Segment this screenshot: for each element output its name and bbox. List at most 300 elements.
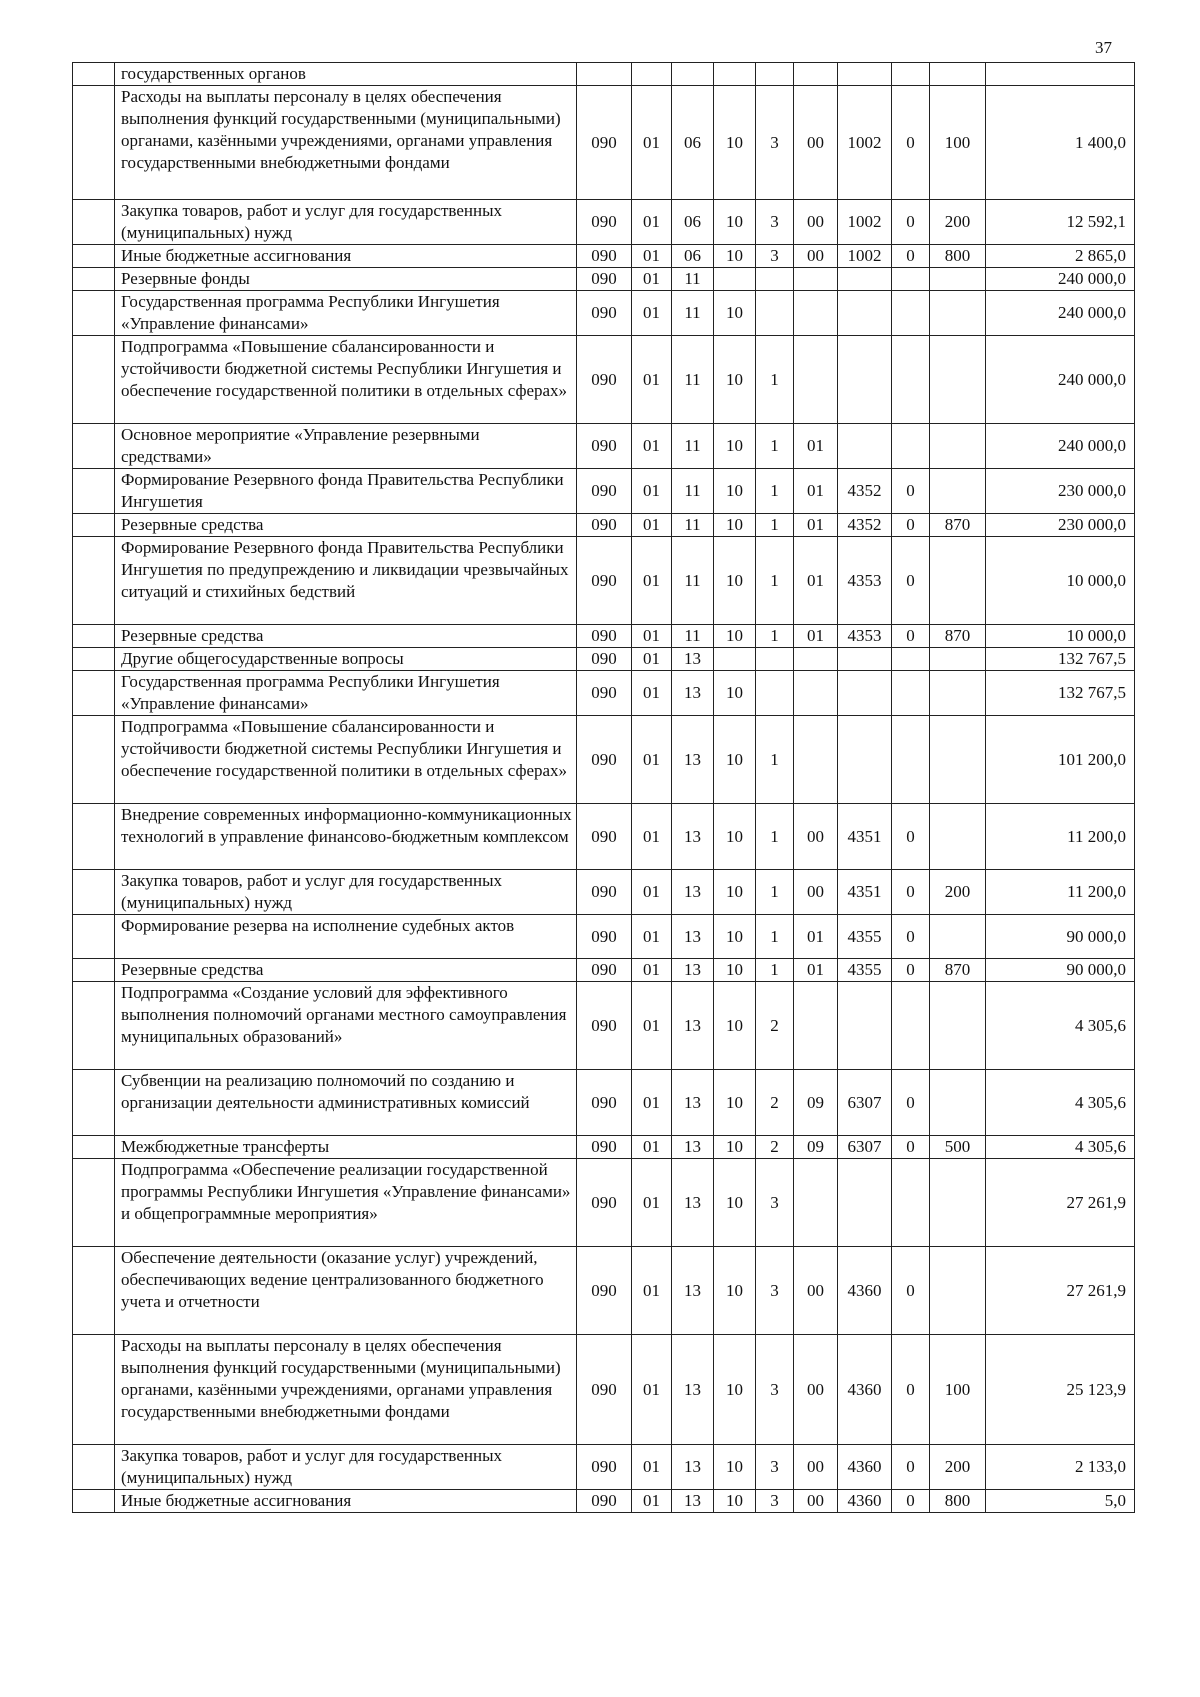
code-cell-c5: 1: [756, 716, 794, 804]
row-number-cell: [73, 870, 115, 915]
row-number-cell: [73, 804, 115, 870]
code-cell-c5: [756, 671, 794, 716]
item-name-cell: государственных органов: [115, 63, 577, 86]
code-cell-c6: 00: [794, 245, 838, 268]
amount-cell: 2 865,0: [986, 245, 1135, 268]
code-cell-c6: [794, 982, 838, 1070]
item-name-cell: Формирование резерва на исполнение судебных актов: [115, 915, 577, 959]
item-name-cell: Государственная программа Республики Ингушетия «Управление финансами»: [115, 671, 577, 716]
item-name-cell: Расходы на выплаты персоналу в целях обеспечения выполнения функций государственными (муниципальными) органами, казёнными учреждениями, органами управления государственными внебюджетными фондами: [115, 1335, 577, 1445]
code-cell-c7: 4353: [838, 537, 892, 625]
amount-cell: 101 200,0: [986, 716, 1135, 804]
item-name-cell: Резервные фонды: [115, 268, 577, 291]
code-cell-c4: 10: [714, 915, 756, 959]
table-row: [73, 1335, 1135, 1445]
code-cell-c9: 200: [930, 870, 986, 915]
code-cell-c3: 13: [672, 1247, 714, 1335]
code-cell-c7: 1002: [838, 86, 892, 200]
code-cell-c7: 4351: [838, 870, 892, 915]
item-name-cell: Резервные средства: [115, 959, 577, 982]
item-name-cell: Межбюджетные трансферты: [115, 1136, 577, 1159]
row-number-cell: [73, 63, 115, 86]
code-cell-c5: 1: [756, 514, 794, 537]
item-name-cell: Иные бюджетные ассигнования: [115, 1490, 577, 1513]
code-cell-c5: 1: [756, 537, 794, 625]
code-cell-c3: 13: [672, 1490, 714, 1513]
table-row: [73, 959, 1135, 982]
code-cell-c5: 3: [756, 1159, 794, 1247]
row-number-cell: [73, 1335, 115, 1445]
row-number-cell: [73, 336, 115, 424]
code-cell-c5: 1: [756, 804, 794, 870]
code-cell-c8: [892, 268, 930, 291]
code-cell-c4: 10: [714, 870, 756, 915]
code-cell-c8: 0: [892, 1445, 930, 1490]
code-cell-c4: 10: [714, 1136, 756, 1159]
code-cell-c8: 0: [892, 86, 930, 200]
table-row: [73, 716, 1135, 804]
code-cell-c3: 13: [672, 671, 714, 716]
code-cell-c9: 800: [930, 245, 986, 268]
row-number-cell: [73, 86, 115, 200]
code-cell-c1: [577, 63, 632, 86]
code-cell-c3: 13: [672, 1445, 714, 1490]
code-cell-c9: [930, 268, 986, 291]
code-cell-c4: [714, 648, 756, 671]
code-cell-c6: 00: [794, 1335, 838, 1445]
code-cell-c4: 10: [714, 86, 756, 200]
code-cell-c3: [672, 63, 714, 86]
item-name-cell: Подпрограмма «Обеспечение реализации государственной программы Республики Ингушетия «Управление финансами» и общепрограммные мероприятия»: [115, 1159, 577, 1247]
table-row: [73, 514, 1135, 537]
row-number-cell: [73, 1247, 115, 1335]
code-cell-c1: 090: [577, 804, 632, 870]
amount-cell: 25 123,9: [986, 1335, 1135, 1445]
code-cell-c8: [892, 336, 930, 424]
code-cell-c5: 1: [756, 336, 794, 424]
code-cell-c1: 090: [577, 671, 632, 716]
code-cell-c2: 01: [632, 424, 672, 469]
code-cell-c7: 6307: [838, 1070, 892, 1136]
item-name-cell: Резервные средства: [115, 514, 577, 537]
item-name-cell: Закупка товаров, работ и услуг для государственных (муниципальных) нужд: [115, 200, 577, 245]
code-cell-c2: 01: [632, 245, 672, 268]
code-cell-c3: 06: [672, 245, 714, 268]
code-cell-c6: [794, 716, 838, 804]
amount-cell: 240 000,0: [986, 424, 1135, 469]
code-cell-c3: 11: [672, 469, 714, 514]
code-cell-c8: [892, 648, 930, 671]
code-cell-c6: 00: [794, 1490, 838, 1513]
amount-cell: 230 000,0: [986, 469, 1135, 514]
code-cell-c3: 11: [672, 537, 714, 625]
code-cell-c1: 090: [577, 870, 632, 915]
code-cell-c7: 1002: [838, 200, 892, 245]
code-cell-c4: 10: [714, 291, 756, 336]
code-cell-c4: 10: [714, 625, 756, 648]
code-cell-c3: 13: [672, 1159, 714, 1247]
table-row: [73, 268, 1135, 291]
code-cell-c5: [756, 63, 794, 86]
code-cell-c9: [930, 336, 986, 424]
code-cell-c9: [930, 648, 986, 671]
code-cell-c4: 10: [714, 1159, 756, 1247]
code-cell-c1: 090: [577, 716, 632, 804]
code-cell-c1: 090: [577, 469, 632, 514]
amount-cell: 5,0: [986, 1490, 1135, 1513]
code-cell-c8: 0: [892, 915, 930, 959]
code-cell-c5: 1: [756, 915, 794, 959]
code-cell-c1: 090: [577, 537, 632, 625]
amount-cell: 11 200,0: [986, 870, 1135, 915]
code-cell-c4: 10: [714, 514, 756, 537]
table-row: [73, 291, 1135, 336]
code-cell-c6: 00: [794, 804, 838, 870]
code-cell-c9: [930, 63, 986, 86]
code-cell-c7: [838, 648, 892, 671]
code-cell-c9: [930, 1070, 986, 1136]
code-cell-c3: 06: [672, 86, 714, 200]
code-cell-c4: [714, 268, 756, 291]
code-cell-c2: 01: [632, 1490, 672, 1513]
code-cell-c6: 00: [794, 200, 838, 245]
table-row: [73, 1136, 1135, 1159]
table-row: [73, 1445, 1135, 1490]
code-cell-c7: [838, 291, 892, 336]
code-cell-c7: 4352: [838, 469, 892, 514]
code-cell-c4: 10: [714, 982, 756, 1070]
code-cell-c9: [930, 716, 986, 804]
code-cell-c1: 090: [577, 336, 632, 424]
item-name-cell: Формирование Резервного фонда Правительства Республики Ингушетия: [115, 469, 577, 514]
amount-cell: 10 000,0: [986, 537, 1135, 625]
row-number-cell: [73, 716, 115, 804]
table-row: [73, 1070, 1135, 1136]
code-cell-c7: [838, 63, 892, 86]
code-cell-c8: 0: [892, 870, 930, 915]
code-cell-c6: [794, 291, 838, 336]
code-cell-c5: 1: [756, 625, 794, 648]
code-cell-c3: 13: [672, 716, 714, 804]
code-cell-c8: [892, 63, 930, 86]
code-cell-c5: [756, 648, 794, 671]
code-cell-c6: 01: [794, 625, 838, 648]
code-cell-c1: 090: [577, 86, 632, 200]
code-cell-c2: 01: [632, 1070, 672, 1136]
code-cell-c1: 090: [577, 200, 632, 245]
code-cell-c3: 11: [672, 625, 714, 648]
code-cell-c2: 01: [632, 86, 672, 200]
code-cell-c6: [794, 336, 838, 424]
table-row: [73, 915, 1135, 959]
code-cell-c4: 10: [714, 537, 756, 625]
code-cell-c8: 0: [892, 625, 930, 648]
code-cell-c2: 01: [632, 1159, 672, 1247]
code-cell-c5: 1: [756, 870, 794, 915]
row-number-cell: [73, 469, 115, 514]
table-row: [73, 648, 1135, 671]
code-cell-c6: 01: [794, 915, 838, 959]
page-number: 37: [1095, 38, 1112, 57]
code-cell-c9: [930, 424, 986, 469]
code-cell-c2: 01: [632, 915, 672, 959]
table-row: [73, 63, 1135, 86]
code-cell-c7: 4360: [838, 1335, 892, 1445]
code-cell-c1: 090: [577, 424, 632, 469]
row-number-cell: [73, 1070, 115, 1136]
code-cell-c1: 090: [577, 648, 632, 671]
code-cell-c4: 10: [714, 959, 756, 982]
code-cell-c2: 01: [632, 336, 672, 424]
code-cell-c9: 870: [930, 959, 986, 982]
table-row: [73, 625, 1135, 648]
code-cell-c1: 090: [577, 625, 632, 648]
code-cell-c4: 10: [714, 245, 756, 268]
code-cell-c8: 0: [892, 1070, 930, 1136]
code-cell-c6: 09: [794, 1070, 838, 1136]
amount-cell: 4 305,6: [986, 1136, 1135, 1159]
code-cell-c2: 01: [632, 671, 672, 716]
table-row: [73, 1490, 1135, 1513]
code-cell-c5: 3: [756, 1490, 794, 1513]
code-cell-c2: 01: [632, 291, 672, 336]
code-cell-c2: 01: [632, 1136, 672, 1159]
row-number-cell: [73, 200, 115, 245]
code-cell-c7: [838, 1159, 892, 1247]
code-cell-c6: [794, 648, 838, 671]
amount-cell: 27 261,9: [986, 1247, 1135, 1335]
code-cell-c5: 3: [756, 86, 794, 200]
amount-cell: 240 000,0: [986, 268, 1135, 291]
code-cell-c3: 13: [672, 648, 714, 671]
code-cell-c2: 01: [632, 716, 672, 804]
amount-cell: 240 000,0: [986, 336, 1135, 424]
code-cell-c3: 13: [672, 870, 714, 915]
row-number-cell: [73, 1136, 115, 1159]
item-name-cell: Формирование Резервного фонда Правительства Республики Ингушетия по предупреждению и ликвидации чрезвычайных ситуаций и стихийных бедствий: [115, 537, 577, 625]
code-cell-c6: 00: [794, 86, 838, 200]
table-row: [73, 424, 1135, 469]
code-cell-c5: [756, 268, 794, 291]
code-cell-c2: 01: [632, 870, 672, 915]
row-number-cell: [73, 982, 115, 1070]
code-cell-c9: 200: [930, 200, 986, 245]
code-cell-c9: [930, 804, 986, 870]
code-cell-c9: 870: [930, 625, 986, 648]
code-cell-c3: 11: [672, 514, 714, 537]
code-cell-c9: [930, 469, 986, 514]
code-cell-c4: 10: [714, 804, 756, 870]
code-cell-c9: [930, 1159, 986, 1247]
row-number-cell: [73, 625, 115, 648]
row-number-cell: [73, 537, 115, 625]
code-cell-c5: 2: [756, 1070, 794, 1136]
code-cell-c9: [930, 671, 986, 716]
code-cell-c7: 4355: [838, 959, 892, 982]
code-cell-c4: 10: [714, 1335, 756, 1445]
code-cell-c9: 100: [930, 1335, 986, 1445]
code-cell-c5: 3: [756, 200, 794, 245]
code-cell-c1: 090: [577, 1070, 632, 1136]
row-number-cell: [73, 268, 115, 291]
code-cell-c6: 01: [794, 424, 838, 469]
item-name-cell: Подпрограмма «Повышение сбалансированности и устойчивости бюджетной системы Республики Ингушетия и обеспечение государственной политики в отдельных сферах»: [115, 716, 577, 804]
amount-cell: 2 133,0: [986, 1445, 1135, 1490]
item-name-cell: Подпрограмма «Создание условий для эффективного выполнения полномочий органами местного самоуправления муниципальных образований»: [115, 982, 577, 1070]
code-cell-c6: 01: [794, 537, 838, 625]
code-cell-c7: 4360: [838, 1247, 892, 1335]
item-name-cell: Расходы на выплаты персоналу в целях обеспечения выполнения функций государственными (муниципальными) органами, казёнными учреждениями, органами управления государственными внебюджетными фондами: [115, 86, 577, 200]
code-cell-c2: 01: [632, 625, 672, 648]
code-cell-c2: 01: [632, 514, 672, 537]
code-cell-c7: 4352: [838, 514, 892, 537]
table-body: [73, 63, 1135, 1513]
code-cell-c7: 4360: [838, 1490, 892, 1513]
table-row: [73, 1247, 1135, 1335]
code-cell-c2: [632, 63, 672, 86]
code-cell-c2: 01: [632, 982, 672, 1070]
code-cell-c1: 090: [577, 245, 632, 268]
code-cell-c7: 4353: [838, 625, 892, 648]
code-cell-c1: 090: [577, 982, 632, 1070]
code-cell-c4: 10: [714, 1070, 756, 1136]
code-cell-c8: 0: [892, 1490, 930, 1513]
amount-cell: 90 000,0: [986, 915, 1135, 959]
code-cell-c5: 2: [756, 982, 794, 1070]
row-number-cell: [73, 291, 115, 336]
code-cell-c2: 01: [632, 200, 672, 245]
code-cell-c5: 3: [756, 1445, 794, 1490]
code-cell-c9: 100: [930, 86, 986, 200]
code-cell-c6: 01: [794, 959, 838, 982]
row-number-cell: [73, 245, 115, 268]
code-cell-c6: [794, 1159, 838, 1247]
code-cell-c9: 800: [930, 1490, 986, 1513]
table-row: [73, 336, 1135, 424]
code-cell-c4: 10: [714, 469, 756, 514]
code-cell-c6: [794, 268, 838, 291]
code-cell-c7: [838, 982, 892, 1070]
table-row: [73, 86, 1135, 200]
code-cell-c8: 0: [892, 804, 930, 870]
item-name-cell: Другие общегосударственные вопросы: [115, 648, 577, 671]
code-cell-c2: 01: [632, 1247, 672, 1335]
code-cell-c4: 10: [714, 1247, 756, 1335]
code-cell-c4: [714, 63, 756, 86]
code-cell-c7: [838, 336, 892, 424]
code-cell-c6: [794, 63, 838, 86]
code-cell-c8: 0: [892, 514, 930, 537]
code-cell-c9: [930, 291, 986, 336]
row-number-cell: [73, 514, 115, 537]
amount-cell: 230 000,0: [986, 514, 1135, 537]
code-cell-c4: 10: [714, 200, 756, 245]
row-number-cell: [73, 648, 115, 671]
amount-cell: 10 000,0: [986, 625, 1135, 648]
code-cell-c2: 01: [632, 1335, 672, 1445]
code-cell-c3: 11: [672, 336, 714, 424]
amount-cell: 132 767,5: [986, 648, 1135, 671]
code-cell-c2: 01: [632, 469, 672, 514]
code-cell-c9: [930, 915, 986, 959]
code-cell-c6: 00: [794, 1445, 838, 1490]
code-cell-c4: 10: [714, 1445, 756, 1490]
code-cell-c1: 090: [577, 1247, 632, 1335]
code-cell-c3: 13: [672, 1136, 714, 1159]
code-cell-c6: 09: [794, 1136, 838, 1159]
table-row: [73, 982, 1135, 1070]
code-cell-c5: 3: [756, 245, 794, 268]
code-cell-c2: 01: [632, 537, 672, 625]
item-name-cell: Основное мероприятие «Управление резервными средствами»: [115, 424, 577, 469]
code-cell-c1: 090: [577, 268, 632, 291]
code-cell-c9: 200: [930, 1445, 986, 1490]
code-cell-c4: 10: [714, 424, 756, 469]
code-cell-c9: 870: [930, 514, 986, 537]
code-cell-c3: 13: [672, 1070, 714, 1136]
code-cell-c8: [892, 291, 930, 336]
code-cell-c4: 10: [714, 671, 756, 716]
amount-cell: 12 592,1: [986, 200, 1135, 245]
code-cell-c8: [892, 424, 930, 469]
code-cell-c2: 01: [632, 648, 672, 671]
code-cell-c7: 1002: [838, 245, 892, 268]
code-cell-c1: 090: [577, 915, 632, 959]
code-cell-c8: 0: [892, 1136, 930, 1159]
amount-cell: 1 400,0: [986, 86, 1135, 200]
item-name-cell: Подпрограмма «Повышение сбалансированности и устойчивости бюджетной системы Республики Ингушетия и обеспечение государственной политики в отдельных сферах»: [115, 336, 577, 424]
code-cell-c7: 4355: [838, 915, 892, 959]
code-cell-c8: [892, 1159, 930, 1247]
row-number-cell: [73, 959, 115, 982]
code-cell-c3: 13: [672, 804, 714, 870]
code-cell-c3: 06: [672, 200, 714, 245]
code-cell-c3: 13: [672, 959, 714, 982]
code-cell-c7: [838, 671, 892, 716]
code-cell-c8: 0: [892, 469, 930, 514]
code-cell-c5: [756, 291, 794, 336]
amount-cell: 11 200,0: [986, 804, 1135, 870]
row-number-cell: [73, 1159, 115, 1247]
code-cell-c1: 090: [577, 1159, 632, 1247]
budget-table: [72, 62, 1135, 1513]
code-cell-c5: 2: [756, 1136, 794, 1159]
item-name-cell: Обеспечение деятельности (оказание услуг) учреждений, обеспечивающих ведение централизованного бюджетного учета и отчетности: [115, 1247, 577, 1335]
code-cell-c5: 1: [756, 424, 794, 469]
code-cell-c1: 090: [577, 1136, 632, 1159]
code-cell-c3: 11: [672, 268, 714, 291]
code-cell-c1: 090: [577, 514, 632, 537]
code-cell-c3: 13: [672, 915, 714, 959]
row-number-cell: [73, 1490, 115, 1513]
item-name-cell: Резервные средства: [115, 625, 577, 648]
code-cell-c7: 4360: [838, 1445, 892, 1490]
code-cell-c7: [838, 716, 892, 804]
code-cell-c8: 0: [892, 1247, 930, 1335]
code-cell-c6: 01: [794, 514, 838, 537]
item-name-cell: Субвенции на реализацию полномочий по созданию и организации деятельности административных комиссий: [115, 1070, 577, 1136]
code-cell-c7: [838, 268, 892, 291]
code-cell-c9: [930, 982, 986, 1070]
code-cell-c8: [892, 982, 930, 1070]
table-row: [73, 469, 1135, 514]
row-number-cell: [73, 915, 115, 959]
code-cell-c8: 0: [892, 1335, 930, 1445]
amount-cell: 90 000,0: [986, 959, 1135, 982]
row-number-cell: [73, 671, 115, 716]
row-number-cell: [73, 424, 115, 469]
item-name-cell: Закупка товаров, работ и услуг для государственных (муниципальных) нужд: [115, 870, 577, 915]
